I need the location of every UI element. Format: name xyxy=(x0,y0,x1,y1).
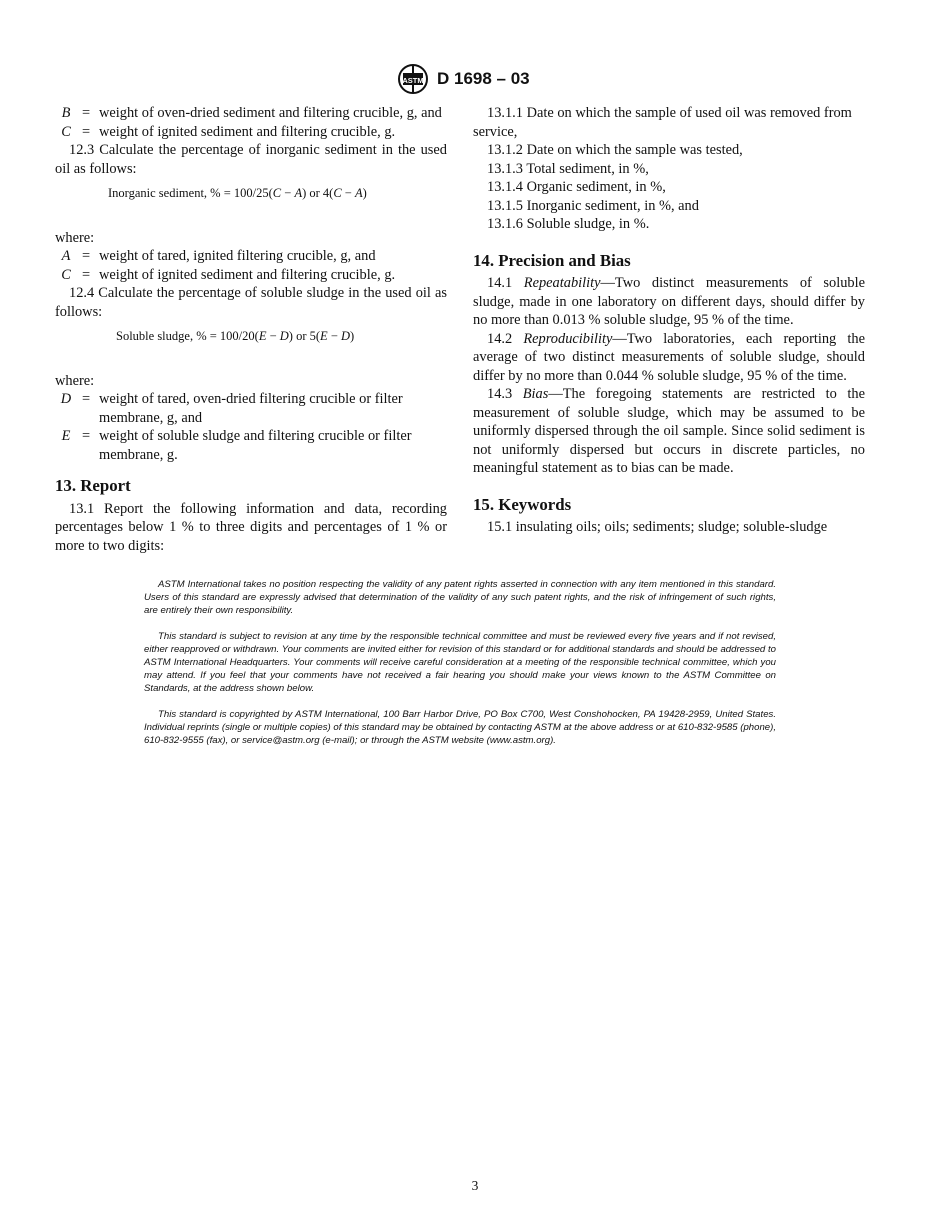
definition-a xyxy=(55,247,447,266)
definition-d xyxy=(55,390,447,427)
definition-variable: D xyxy=(60,391,72,407)
list-item-13-1-4: 13.1.4 Organic sediment, in %, xyxy=(487,179,666,195)
list-item-13-1-2: 13.1.2 Date on which the sample was tested, xyxy=(487,142,743,158)
paragraph-14-1: 14.1 Repeatability—Two distinct measurements of soluble sludge, made in one laboratory on different days, should differ by no more than 0.013 % soluble sludge, 95 % of the time. xyxy=(473,275,865,328)
right-column xyxy=(473,104,865,537)
svg-text:ASTM: ASTM xyxy=(402,76,424,85)
definition-text: weight of soluble sludge and filtering crucible or filter membrane, g. xyxy=(99,428,412,463)
definition-text: weight of ignited sediment and filtering crucible, g. xyxy=(99,266,396,283)
copyright-notice: This standard is copyrighted by ASTM International, 100 Barr Harbor Drive, PO Box C700, West Conshohocken, PA 19428-2959, United States. Individual reprints (single or multiple copies) of this standard may be obtained by contacting ASTM at the above address or at 610-832-9585 (phone), 610-832-9555 (fax), or service@astm.org (e-mail); or through the ASTM website (www.astm.org). xyxy=(144,709,776,746)
formula-inorganic-sediment: Inorganic sediment, % = 100/25(C − A) or 4(C − A) xyxy=(108,186,367,200)
definition-e xyxy=(55,427,447,464)
definition-variable: E xyxy=(61,428,71,444)
definition-equals: = xyxy=(81,391,91,407)
definition-variable: A xyxy=(61,248,71,264)
definition-equals: = xyxy=(81,123,91,140)
left-column xyxy=(55,104,447,555)
patent-notice: ASTM International takes no position respecting the validity of any patent rights asserted in connection with any item mentioned in this standard. Users of this standard are expressly advised that determination of the validity of any such patent rights, and the risk of infringement of such rights, are entirely their own responsibility. xyxy=(144,579,776,616)
definition-c xyxy=(55,123,447,142)
list-item-13-1-1: 13.1.1 Date on which the sample of used oil was removed from service, xyxy=(473,105,852,140)
list-item-13-1-5: 13.1.5 Inorganic sediment, in %, and xyxy=(487,197,699,214)
revision-notice: This standard is subject to revision at any time by the responsible technical committee and must be reviewed every five years and if not revised, either reapproved or withdrawn. Your comments are invited either for revision of this standard or for additional standards and should be addressed to ASTM International Headquarters. Your comments will receive careful consideration at a meeting of the responsible technical committee, which you may attend. If you feel that your comments have not received a fair hearing you should make your views known to the ASTM Committee on Standards, at the address shown below. xyxy=(144,631,776,694)
definition-variable: C xyxy=(61,123,71,140)
list-item-13-1-3: 13.1.3 Total sediment, in %, xyxy=(487,160,649,177)
paragraph-12-3: 12.3 Calculate the percentage of inorganic sediment in the used oil as follows: xyxy=(55,142,447,177)
definition-variable: B xyxy=(61,105,71,121)
definition-text: weight of oven-dried sediment and filtering crucible, g, and xyxy=(99,105,442,121)
page-header xyxy=(0,64,950,94)
definition-text: weight of ignited sediment and filtering crucible, g. xyxy=(99,123,396,140)
definition-equals: = xyxy=(81,266,91,283)
where-label: where: xyxy=(55,229,95,246)
paragraph-12-4: 12.4 Calculate the percentage of soluble sludge in the used oil as follows: xyxy=(55,285,447,320)
definition-text: weight of tared, ignited filtering crucible, g, and xyxy=(99,248,376,264)
section-heading-keywords: 15. Keywords xyxy=(473,494,572,514)
standard-designation: D 1698 – 03 xyxy=(437,69,530,88)
footer-notices xyxy=(144,578,776,760)
definition-variable: C xyxy=(61,266,71,283)
definition-text: weight of tared, oven-dried filtering crucible or filter membrane, g, and xyxy=(99,391,403,426)
section-heading-report: 13. Report xyxy=(55,476,131,495)
paragraph-14-2: 14.2 Reproducibility—Two laboratories, each reporting the average of two distinct measurements of soluble sludge, should differ by no more than 0.044 % soluble sludge, 95 % of the time. xyxy=(473,330,865,384)
where-label: where: xyxy=(55,372,95,389)
definition-c xyxy=(55,266,447,285)
page-number: 3 xyxy=(471,1178,479,1193)
section-heading-precision-bias: 14. Precision and Bias xyxy=(473,250,631,270)
definition-b xyxy=(55,104,447,123)
paragraph-13-1: 13.1 Report the following information and data, recording percentages below 1 % to three digits and percentages of 1 % or more to two digits: xyxy=(55,500,447,554)
definition-equals: = xyxy=(81,105,91,121)
paragraph-15-1: 15.1 insulating oils; oils; sediments; sludge; soluble-sludge xyxy=(487,519,828,535)
astm-logo-icon xyxy=(396,64,430,94)
formula-soluble-sludge: Soluble sludge, % = 100/20(E − D) or 5(E − D) xyxy=(116,329,355,343)
definition-equals: = xyxy=(81,428,91,444)
paragraph-14-3: 14.3 Bias—The foregoing statements are restricted to the measurement of soluble sludge, which may be assumed to be uniformly dispersed through the oil sample. Since solid sediment is not uniformly dispersed but occurs in discrete particles, no meaningful statement as to bias can be made. xyxy=(473,386,866,476)
definition-equals: = xyxy=(81,248,91,264)
list-item-13-1-6: 13.1.6 Soluble sludge, in %. xyxy=(487,216,650,232)
